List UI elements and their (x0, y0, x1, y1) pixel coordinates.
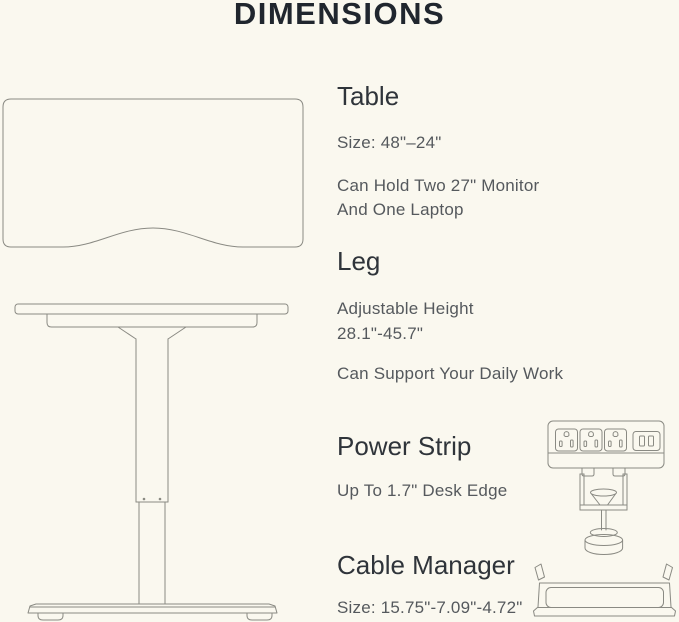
power-strip-body (548, 421, 664, 468)
desk-tabletop-top-view-drawing (0, 90, 310, 255)
standing-desk-side-view-drawing (0, 300, 310, 622)
section-heading-cable-manager: Cable Manager (337, 550, 515, 580)
section-heading-table: Table (337, 81, 400, 111)
cable-tray-drawing (528, 556, 679, 622)
desk-leg-column (118, 327, 186, 604)
page-title: DIMENSIONS (233, 0, 446, 31)
power-outlet-icon (580, 429, 602, 451)
table-capacity-line-1: Can Hold Two 27" Monitor (337, 176, 540, 195)
desk-foot (28, 604, 277, 620)
table-size-text: Size: 48"–24" (337, 133, 442, 152)
power-strip-edge-text: Up To 1.7" Desk Edge (337, 481, 508, 500)
table-capacity-line-2: And One Laptop (337, 200, 464, 219)
leg-height-line-1: Adjustable Height (337, 299, 474, 318)
power-outlet-icon (556, 429, 578, 451)
leg-height-text (337, 296, 474, 346)
leg-height-line-2: 28.1"-45.7" (337, 324, 424, 343)
usb-port-icon (633, 432, 660, 451)
section-heading-power-strip: Power Strip (337, 431, 472, 461)
desk-clamp (580, 468, 627, 510)
cable-tray-hooks (535, 564, 673, 580)
cable-tray-body (534, 583, 676, 616)
clamp-power-strip-drawing (530, 410, 679, 560)
leg-support-text: Can Support Your Daily Work (337, 364, 564, 383)
power-outlet-icon (605, 429, 627, 451)
desk-top-slab (15, 304, 288, 327)
table-capacity-text (337, 174, 539, 222)
section-heading-leg: Leg (337, 246, 381, 276)
tabletop-outline (3, 99, 303, 247)
cable-manager-size-text: Size: 15.75"-7.09"-4.72" (337, 598, 523, 617)
clamp-screw-knob (585, 510, 623, 554)
